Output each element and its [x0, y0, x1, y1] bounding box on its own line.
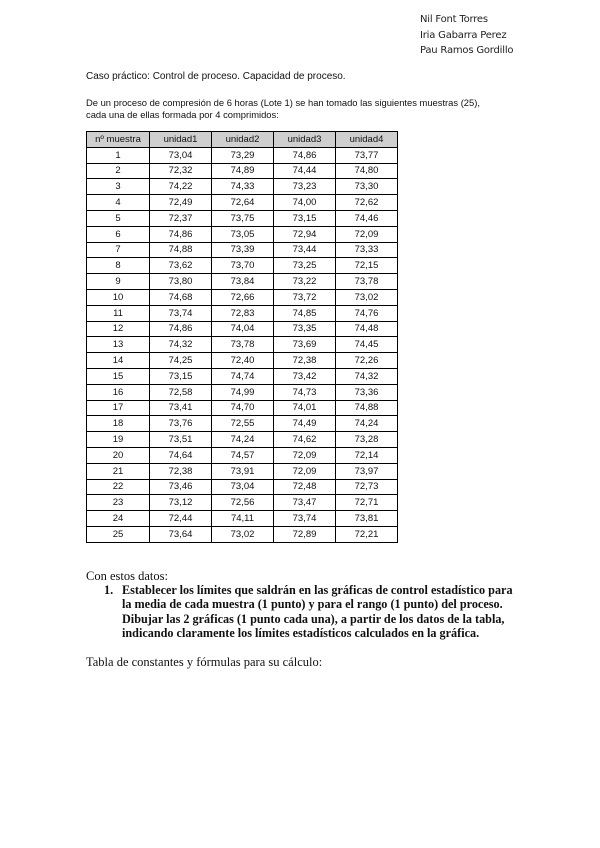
- sample-number-cell: 21: [87, 463, 150, 479]
- unit-value-cell: 73,02: [336, 289, 398, 305]
- unit-value-cell: 73,02: [212, 526, 274, 542]
- unit-value-cell: 73,15: [274, 210, 336, 226]
- column-header: nº muestra: [87, 132, 150, 148]
- unit-value-cell: 74,88: [336, 400, 398, 416]
- unit-value-cell: 73,76: [150, 416, 212, 432]
- sample-number-cell: 19: [87, 432, 150, 448]
- unit-value-cell: 72,48: [274, 479, 336, 495]
- unit-value-cell: 72,14: [336, 447, 398, 463]
- unit-value-cell: 74,46: [336, 210, 398, 226]
- data-intro: Con estos datos:: [86, 569, 168, 583]
- sample-number-cell: 10: [87, 289, 150, 305]
- unit-value-cell: 73,78: [336, 274, 398, 290]
- unit-value-cell: 74,86: [150, 226, 212, 242]
- unit-value-cell: 73,30: [336, 179, 398, 195]
- unit-value-cell: 74,57: [212, 447, 274, 463]
- unit-value-cell: 73,78: [212, 337, 274, 353]
- unit-value-cell: 74,11: [212, 511, 274, 527]
- unit-value-cell: 73,74: [274, 511, 336, 527]
- unit-value-cell: 73,81: [336, 511, 398, 527]
- unit-value-cell: 74,04: [212, 321, 274, 337]
- sample-number-cell: 6: [87, 226, 150, 242]
- unit-value-cell: 74,74: [212, 368, 274, 384]
- unit-value-cell: 73,44: [274, 242, 336, 258]
- table-row: [87, 337, 398, 353]
- unit-value-cell: 73,64: [150, 526, 212, 542]
- intro-paragraph: [86, 97, 526, 120]
- authors-block: [420, 12, 513, 59]
- table-row: [87, 479, 398, 495]
- unit-value-cell: 74,64: [150, 447, 212, 463]
- unit-value-cell: 74,33: [212, 179, 274, 195]
- unit-value-cell: 73,42: [274, 368, 336, 384]
- unit-value-cell: 72,21: [336, 526, 398, 542]
- unit-value-cell: 72,71: [336, 495, 398, 511]
- unit-value-cell: 73,41: [150, 400, 212, 416]
- sample-number-cell: 15: [87, 368, 150, 384]
- unit-value-cell: 74,73: [274, 384, 336, 400]
- table-row: [87, 305, 398, 321]
- unit-value-cell: 74,49: [274, 416, 336, 432]
- unit-value-cell: 73,91: [212, 463, 274, 479]
- unit-value-cell: 74,86: [150, 321, 212, 337]
- column-header: unidad4: [336, 132, 398, 148]
- unit-value-cell: 74,44: [274, 163, 336, 179]
- unit-value-cell: 73,39: [212, 242, 274, 258]
- sample-number-cell: 17: [87, 400, 150, 416]
- unit-value-cell: 72,38: [274, 353, 336, 369]
- sample-number-cell: 14: [87, 353, 150, 369]
- unit-value-cell: 73,23: [274, 179, 336, 195]
- table-row: [87, 384, 398, 400]
- table-row: [87, 416, 398, 432]
- unit-value-cell: 72,15: [336, 258, 398, 274]
- sample-number-cell: 4: [87, 195, 150, 211]
- unit-value-cell: 73,25: [274, 258, 336, 274]
- unit-value-cell: 73,15: [150, 368, 212, 384]
- unit-value-cell: 73,70: [212, 258, 274, 274]
- unit-value-cell: 73,36: [336, 384, 398, 400]
- table-row: [87, 195, 398, 211]
- unit-value-cell: 73,22: [274, 274, 336, 290]
- sample-number-cell: 24: [87, 511, 150, 527]
- unit-value-cell: 74,48: [336, 321, 398, 337]
- table-row: [87, 258, 398, 274]
- table-row: [87, 353, 398, 369]
- unit-value-cell: 72,49: [150, 195, 212, 211]
- unit-value-cell: 74,85: [274, 305, 336, 321]
- unit-value-cell: 72,32: [150, 163, 212, 179]
- unit-value-cell: 72,40: [212, 353, 274, 369]
- sample-number-cell: 23: [87, 495, 150, 511]
- sample-number-cell: 20: [87, 447, 150, 463]
- unit-value-cell: 74,25: [150, 353, 212, 369]
- unit-value-cell: 74,24: [212, 432, 274, 448]
- unit-value-cell: 72,09: [274, 447, 336, 463]
- unit-value-cell: 73,77: [336, 147, 398, 163]
- unit-value-cell: 74,68: [150, 289, 212, 305]
- unit-value-cell: 74,88: [150, 242, 212, 258]
- sample-number-cell: 7: [87, 242, 150, 258]
- sample-number-cell: 3: [87, 179, 150, 195]
- table-row: [87, 400, 398, 416]
- sample-number-cell: 8: [87, 258, 150, 274]
- unit-value-cell: 73,04: [150, 147, 212, 163]
- author-name: Nil Font Torres: [420, 14, 488, 25]
- unit-value-cell: 74,32: [150, 337, 212, 353]
- unit-value-cell: 74,45: [336, 337, 398, 353]
- table-row: [87, 226, 398, 242]
- unit-value-cell: 72,09: [336, 226, 398, 242]
- unit-value-cell: 73,80: [150, 274, 212, 290]
- table-row: [87, 526, 398, 542]
- unit-value-cell: 72,38: [150, 463, 212, 479]
- unit-value-cell: 72,26: [336, 353, 398, 369]
- unit-value-cell: 73,84: [212, 274, 274, 290]
- table-row: [87, 447, 398, 463]
- unit-value-cell: 73,69: [274, 337, 336, 353]
- unit-value-cell: 73,33: [336, 242, 398, 258]
- unit-value-cell: 73,62: [150, 258, 212, 274]
- unit-value-cell: 72,73: [336, 479, 398, 495]
- intro-line: cada una de ellas formada por 4 comprimidos:: [86, 108, 279, 120]
- unit-value-cell: 74,22: [150, 179, 212, 195]
- unit-value-cell: 73,72: [274, 289, 336, 305]
- unit-value-cell: 73,35: [274, 321, 336, 337]
- table-row: [87, 210, 398, 226]
- sample-number-cell: 1: [87, 147, 150, 163]
- sample-number-cell: 18: [87, 416, 150, 432]
- author-name: Iria Gabarra Perez: [420, 29, 507, 41]
- sample-number-cell: 22: [87, 479, 150, 495]
- case-title: Caso práctico: Control de proceso. Capacidad de proceso.: [86, 71, 346, 82]
- unit-value-cell: 73,74: [150, 305, 212, 321]
- table-row: [87, 511, 398, 527]
- unit-value-cell: 72,55: [212, 416, 274, 432]
- unit-value-cell: 72,89: [274, 526, 336, 542]
- unit-value-cell: 73,04: [212, 479, 274, 495]
- unit-value-cell: 74,00: [274, 195, 336, 211]
- samples-table: [86, 131, 398, 543]
- table-note: Tabla de constantes y fórmulas para su cálculo:: [86, 655, 323, 669]
- table-body: [87, 147, 398, 542]
- table-row: [87, 179, 398, 195]
- table-row: [87, 163, 398, 179]
- sample-number-cell: 25: [87, 526, 150, 542]
- table-header-row: [87, 132, 398, 148]
- unit-value-cell: 73,12: [150, 495, 212, 511]
- table-row: [87, 368, 398, 384]
- unit-value-cell: 73,05: [212, 226, 274, 242]
- column-header: unidad3: [274, 132, 336, 148]
- unit-value-cell: 72,09: [274, 463, 336, 479]
- table-row: [87, 463, 398, 479]
- table-row: [87, 147, 398, 163]
- sample-number-cell: 2: [87, 163, 150, 179]
- table-row: [87, 242, 398, 258]
- unit-value-cell: 73,46: [150, 479, 212, 495]
- table-row: [87, 274, 398, 290]
- unit-value-cell: 72,83: [212, 305, 274, 321]
- column-header: unidad1: [150, 132, 212, 148]
- unit-value-cell: 73,28: [336, 432, 398, 448]
- unit-value-cell: 74,62: [274, 432, 336, 448]
- intro-line: De un proceso de compresión de 6 horas (Lote 1) se han tomado las siguientes muestras (25),: [86, 97, 480, 108]
- unit-value-cell: 72,62: [336, 195, 398, 211]
- table-row: [87, 432, 398, 448]
- sample-number-cell: 11: [87, 305, 150, 321]
- sample-number-cell: 9: [87, 274, 150, 290]
- unit-value-cell: 74,32: [336, 368, 398, 384]
- unit-value-cell: 72,66: [212, 289, 274, 305]
- table-row: [87, 289, 398, 305]
- unit-value-cell: 73,97: [336, 463, 398, 479]
- table-row: [87, 495, 398, 511]
- sample-number-cell: 5: [87, 210, 150, 226]
- unit-value-cell: 73,47: [274, 495, 336, 511]
- unit-value-cell: 74,70: [212, 400, 274, 416]
- question-number: 1.: [104, 583, 114, 597]
- unit-value-cell: 72,37: [150, 210, 212, 226]
- table-row: [87, 321, 398, 337]
- unit-value-cell: 74,24: [336, 416, 398, 432]
- unit-value-cell: 74,86: [274, 147, 336, 163]
- unit-value-cell: 74,76: [336, 305, 398, 321]
- unit-value-cell: 74,89: [212, 163, 274, 179]
- unit-value-cell: 72,64: [212, 195, 274, 211]
- author-name: Pau Ramos Gordillo: [420, 45, 514, 56]
- sample-number-cell: 16: [87, 384, 150, 400]
- unit-value-cell: 74,80: [336, 163, 398, 179]
- question-text: Establecer los límites que saldrán en las gráficas de control estadístico para la media de cada muestra (1 punto) y para el rango (1 punto) del proceso. Dibujar las 2 gráficas (1 punto cada una), a partir de los datos de la tabla, indicando claramente los límites estadísticos calculados en la gráfica.: [122, 583, 513, 640]
- sample-number-cell: 13: [87, 337, 150, 353]
- unit-value-cell: 73,29: [212, 147, 274, 163]
- unit-value-cell: 74,99: [212, 384, 274, 400]
- unit-value-cell: 73,51: [150, 432, 212, 448]
- column-header: unidad2: [212, 132, 274, 148]
- unit-value-cell: 72,58: [150, 384, 212, 400]
- unit-value-cell: 74,01: [274, 400, 336, 416]
- unit-value-cell: 73,75: [212, 210, 274, 226]
- unit-value-cell: 72,94: [274, 226, 336, 242]
- unit-value-cell: 72,44: [150, 511, 212, 527]
- unit-value-cell: 72,56: [212, 495, 274, 511]
- sample-number-cell: 12: [87, 321, 150, 337]
